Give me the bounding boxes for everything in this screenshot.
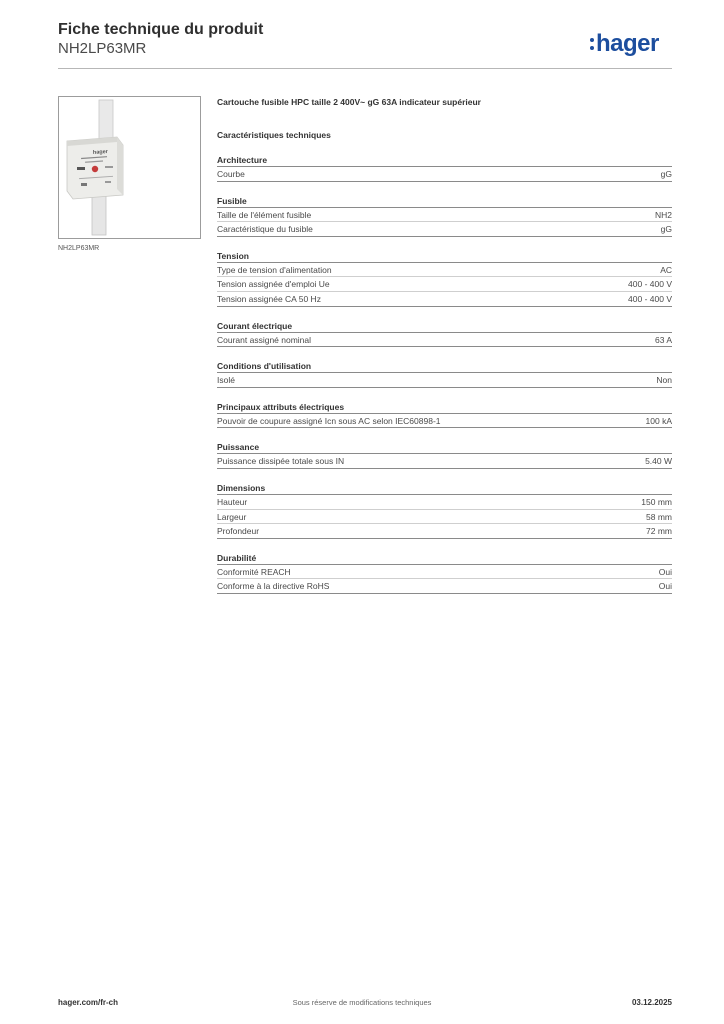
spec-row: [217, 263, 672, 278]
spec-group-conditions: [217, 360, 672, 388]
spec-label: Conforme à la directive RoHS: [217, 581, 330, 592]
spec-label: Tension assignée CA 50 Hz: [217, 293, 321, 304]
spec-value: 400 - 400 V: [628, 279, 672, 290]
spec-label: Caractéristique du fusible: [217, 224, 313, 235]
spec-value: Oui: [658, 566, 672, 577]
product-reference: NH2LP63MR: [58, 40, 147, 57]
spec-label: Profondeur: [217, 526, 260, 537]
hager-logo: [590, 29, 659, 59]
spec-value: 400 - 400 V: [628, 293, 672, 304]
spec-value: Oui: [658, 581, 672, 592]
spec-row: [217, 208, 672, 223]
spec-heading: Caractéristiques techniques: [217, 130, 331, 140]
spec-label: Taille de l'élément fusible: [217, 209, 312, 220]
image-caption: NH2LP63MR: [58, 245, 100, 252]
spec-row: [217, 579, 672, 594]
spec-value: gG: [660, 224, 672, 235]
spec-section: [217, 96, 672, 594]
spec-group-durabilite: [217, 552, 672, 594]
spec-group-attributs: [217, 401, 672, 429]
spec-value: 63 A: [654, 334, 672, 345]
spec-label: Tension assignée d'emploi Ue: [217, 279, 330, 290]
spec-value: AC: [660, 264, 672, 275]
spec-row: [217, 222, 672, 237]
spec-row: [217, 524, 672, 539]
spec-label: Conformité REACH: [217, 566, 291, 577]
spec-value: 72 mm: [646, 526, 672, 537]
page-title: Fiche technique du produit: [58, 21, 264, 38]
group-title: Fusible: [217, 195, 672, 208]
footer-date: 03.12.2025: [631, 998, 672, 1007]
spec-value: 150 mm: [641, 496, 672, 507]
product-title: Cartouche fusible HPC taille 2 400V~ gG 63A indicateur supérieur: [217, 97, 481, 107]
group-title: Dimensions: [217, 482, 672, 495]
spec-label: Largeur: [217, 511, 247, 522]
spec-group-architecture: [217, 154, 672, 182]
spec-row: [217, 495, 672, 510]
group-title: Durabilité: [217, 552, 672, 565]
spec-group-dimensions: [217, 482, 672, 539]
spec-label: Courbe: [217, 169, 245, 179]
spec-group-tension: [217, 250, 672, 307]
spec-label: Isolé: [217, 375, 235, 386]
footer-website-link[interactable]: hager.com/fr-ch: [58, 998, 119, 1007]
spec-label: Pouvoir de coupure assigné Icn sous AC selon IEC60898-1: [217, 415, 441, 426]
spec-row: [217, 414, 672, 429]
spec-row: [217, 167, 672, 182]
group-title: Principaux attributs électriques: [217, 401, 672, 414]
spec-group-puissance: [217, 441, 672, 469]
footer-disclaimer: Sous réserve de modifications techniques: [292, 998, 432, 1007]
spec-row: [217, 510, 672, 525]
product-image: [58, 96, 201, 239]
spec-value: 5.40 W: [645, 456, 672, 467]
spec-row: [217, 292, 672, 307]
spec-value: NH2: [654, 209, 672, 220]
spec-value: 100 kA: [645, 415, 672, 426]
spec-value: Non: [656, 375, 672, 386]
group-title: Conditions d'utilisation: [217, 360, 672, 373]
logo-text: hager: [596, 30, 659, 57]
fuse-cartridge-icon: [59, 97, 200, 238]
logo-colon-icon: [590, 37, 593, 51]
group-title: Tension: [217, 250, 672, 263]
svg-text:hager: hager: [92, 148, 109, 156]
spec-value: 58 mm: [646, 511, 672, 522]
spec-group-courant: [217, 320, 672, 348]
group-title: Courant électrique: [217, 320, 672, 333]
spec-row: [217, 454, 672, 469]
spec-label: Puissance dissipée totale sous IN: [217, 456, 345, 467]
spec-value: gG: [660, 169, 672, 179]
spec-label: Hauteur: [217, 496, 248, 507]
spec-row: [217, 565, 672, 580]
spec-label: Type de tension d'alimentation: [217, 264, 332, 275]
spec-label: Courant assigné nominal: [217, 334, 312, 345]
spec-row: [217, 277, 672, 292]
group-title: Puissance: [217, 441, 672, 454]
spec-row: [217, 373, 672, 388]
spec-group-fusible: [217, 195, 672, 237]
group-title: Architecture: [217, 154, 672, 167]
spec-row: [217, 333, 672, 348]
header-divider: [58, 68, 672, 69]
